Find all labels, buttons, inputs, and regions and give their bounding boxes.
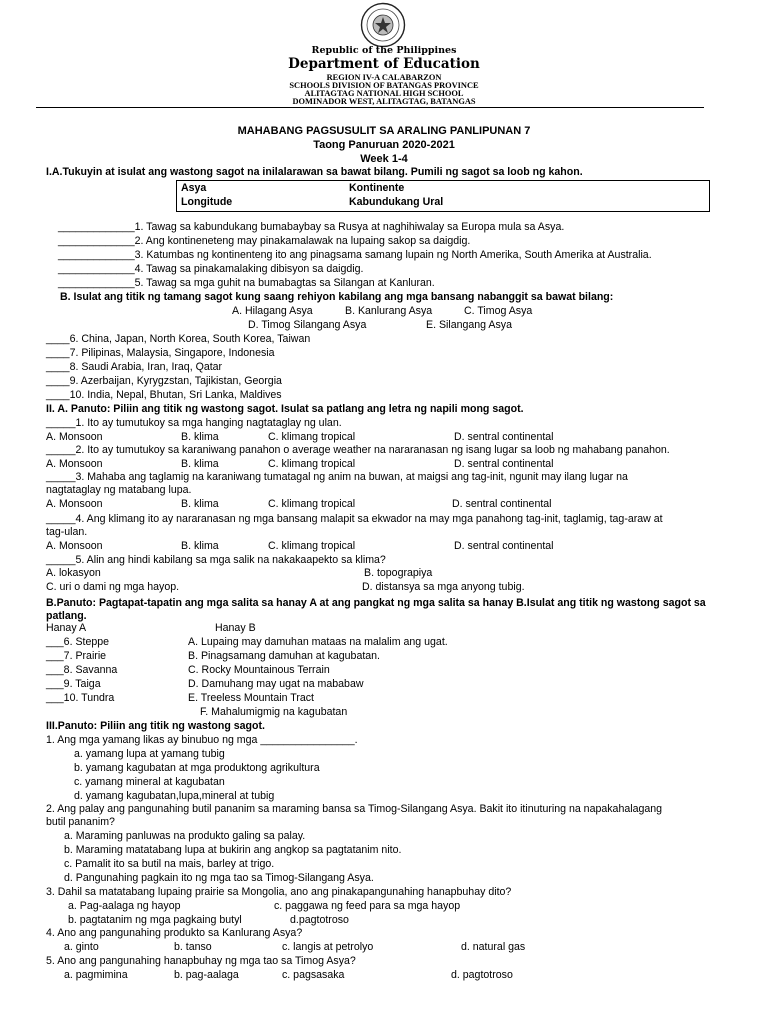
week-label: Week 1-4 (360, 153, 408, 165)
question: _____5. Alin ang hindi kabilang sa mga salik na nakakaapekto sa klima? (46, 554, 386, 566)
option: a. Maraming panluwas na produkto galing sa palay. (64, 830, 306, 842)
part1b-instruction: B. Isulat ang titik ng tamang sagot kung saang rehiyon kabilang ang mga bansang nabanggit sa bawat bilang: (60, 291, 614, 303)
option: b. pagtatanim ng mga pagkaing butyl (68, 914, 242, 926)
list-item: _____________5. Tawag sa mga guhit na bumabagtas sa Silangan at Kanluran. (58, 277, 435, 289)
option: d. pagtotroso (451, 969, 513, 981)
question: 5. Ano ang pangunahing hanapbuhay ng mga tao sa Timog Asya? (46, 955, 356, 967)
option: C. klimang tropical (268, 431, 356, 443)
option: B. klima (181, 498, 219, 510)
match-choice: C. Rocky Mountainous Terrain (188, 664, 330, 676)
box-choice: Longitude (181, 196, 233, 208)
part3-instruction: III.Panuto: Piliin ang titik ng wastong sagot. (46, 720, 265, 732)
match-item: ___9. Taiga (46, 678, 101, 690)
option: B. topograpiya (364, 567, 433, 579)
part2a-instruction: II. A. Panuto: Piliin ang titik ng wastong sagot. Isulat sa patlang ang letra ng napili mong sagot. (46, 403, 524, 415)
republic-line: Republic of the Philippines (311, 45, 457, 56)
question: 2. Ang palay ang pangunahing butil pananim sa maraming bansa sa Timog-Silangang Asya. Bakit ito itinuturing na napakahalagang (46, 803, 663, 815)
box-choice: Asya (181, 182, 207, 194)
option: c. Pamalit ito sa butil na mais, barley at trigo. (64, 858, 275, 870)
list-item: _____________2. Ang kontineneteng may pinakamalawak na lupaing sakop sa daigdig. (58, 235, 471, 247)
question: 3. Dahil sa matatabang lupaing prairie sa Mongolia, ano ang pinakapangunahing hanapbuhay dito? (46, 886, 512, 898)
box-choice: Kontinente (349, 182, 405, 194)
match-choice: B. Pinagsamang damuhan at kagubatan. (188, 650, 381, 662)
option: c. pagsasaka (282, 969, 345, 981)
question: _____2. Ito ay tumutukoy sa karaniwang panahon o average weather na nararanasan ng isang lugar sa loob ng mahabang panahon. (46, 444, 670, 456)
box-choice: Kabundukang Ural (349, 196, 444, 208)
option: A. Monsoon (46, 540, 103, 552)
option: A. Monsoon (46, 458, 103, 470)
hanay-a-heading: Hanay A (46, 622, 87, 634)
option: a. ginto (64, 941, 99, 953)
question-cont: nagtataglay ng matabang lupa. (46, 484, 192, 496)
option: c. langis at petrolyo (282, 941, 374, 953)
match-item: ___6. Steppe (46, 636, 110, 648)
list-item: ____6. China, Japan, North Korea, South Korea, Taiwan (46, 333, 311, 345)
region-choice: A. Hilagang Asya (232, 305, 313, 317)
question: 4. Ano ang pangunahing produkto sa Kanlurang Asya? (46, 927, 303, 939)
question: 1. Ang mga yamang likas ay binubuo ng mga ________________. (46, 734, 358, 746)
list-item: ____10. India, Nepal, Bhutan, Sri Lanka, Maldives (46, 389, 282, 401)
question: _____3. Mahaba ang taglamig na karaniwang tumatagal ng anim na buwan, at maigsi ang tag-init, ngunit may ilang lugar na (46, 471, 628, 483)
school-year: Taong Panuruan 2020-2021 (313, 139, 455, 151)
option: a. pagmimina (64, 969, 128, 981)
option: b. pag-aalaga (174, 969, 239, 981)
list-item: ____9. Azerbaijan, Kyrygzstan, Tajikistan, Georgia (46, 375, 282, 387)
part2b-instruction: B.Panuto: Pagtapat-tapatin ang mga salita sa hanay A at ang pangkat ng mga salita sa hanay B.Isulat ang titik ng wastong sagot sa (46, 597, 706, 609)
option: b. tanso (174, 941, 212, 953)
option: a. Pag-aalaga ng hayop (68, 900, 181, 912)
option: B. klima (181, 540, 219, 552)
option: A. lokasyon (46, 567, 101, 579)
option: A. Monsoon (46, 431, 103, 443)
option: B. klima (181, 458, 219, 470)
question: _____1. Ito ay tumutukoy sa mga hanging nagtataglay ng ulan. (46, 417, 342, 429)
exam-title: MAHABANG PAGSUSULIT SA ARALING PANLIPUNAN 7 (237, 125, 531, 137)
question-cont: tag-ulan. (46, 526, 88, 538)
address-line: DOMINADOR WEST, ALITAGTAG, BATANGAS (292, 97, 476, 106)
option: a. yamang lupa at yamang tubig (74, 748, 225, 760)
match-choice: F. Mahalumigmig na kagubatan (200, 706, 348, 718)
department-line: Department of Education (288, 56, 480, 72)
header-divider (36, 107, 704, 108)
hanay-b-heading: Hanay B (215, 622, 256, 634)
option: b. yamang kagubatan at mga produktong agrikultura (74, 762, 320, 774)
option: D. sentral continental (454, 458, 554, 470)
option: C. uri o dami ng mga hayop. (46, 581, 180, 593)
list-item: _____________4. Tawag sa pinakamalaking dibisyon sa daigdig. (58, 263, 364, 275)
option: D. sentral continental (454, 540, 554, 552)
division-line: SCHOOLS DIVISION OF BATANGAS PROVINCE (289, 81, 479, 90)
region-choice: D. Timog Silangang Asya (248, 319, 367, 331)
region-choice: E. Silangang Asya (426, 319, 512, 331)
option: d.pagtotroso (290, 914, 349, 926)
match-item: ___7. Prairie (46, 650, 107, 662)
list-item: _____________3. Katumbas ng kontinenteng ito ang pinagsama samang lupain ng North Amerika, South Amerika at Australia. (58, 249, 652, 261)
option: D. sentral continental (454, 431, 554, 443)
option: c. paggawa ng feed para sa mga hayop (274, 900, 461, 912)
school-line: ALITAGTAG NATIONAL HIGH SCHOOL (304, 89, 464, 98)
match-choice: A. Lupaing may damuhan mataas na malalim ang ugat. (188, 636, 448, 648)
option: d. yamang kagubatan,lupa,mineral at tubig (74, 790, 275, 802)
option: A. Monsoon (46, 498, 103, 510)
question-cont: butil pananim? (46, 816, 115, 828)
region-choice: C. Timog Asya (464, 305, 533, 317)
option: b. Maraming matatabang lupa at bukirin ang angkop sa pagtatanim nito. (64, 844, 402, 856)
part2b-instruction-cont: patlang. (46, 610, 87, 622)
region-line: REGION IV-A CALABARZON (326, 73, 442, 82)
list-item: _____________1. Tawag sa kabundukang bumabaybay sa Rusya at naghihiwalay sa Europa mula sa Asya. (58, 221, 565, 233)
deped-seal-icon (360, 2, 406, 48)
list-item: ____8. Saudi Arabia, Iran, Iraq, Qatar (46, 361, 223, 373)
match-item: ___8. Savanna (46, 664, 118, 676)
option: D. distansya sa mga anyong tubig. (362, 581, 525, 593)
option: B. klima (181, 431, 219, 443)
match-choice: E. Treeless Mountain Tract (188, 692, 315, 704)
question: _____4. Ang klimang ito ay nararanasan ng mga bansang malapit sa ekwador na may mga panahong tag-init, taglamig, tag-araw at (46, 513, 663, 525)
option: C. klimang tropical (268, 458, 356, 470)
option: d. natural gas (461, 941, 526, 953)
option: c. yamang mineral at kagubatan (74, 776, 225, 788)
option: C. klimang tropical (268, 540, 356, 552)
match-item: ___10. Tundra (46, 692, 115, 704)
list-item: ____7. Pilipinas, Malaysia, Singapore, Indonesia (46, 347, 275, 359)
region-choice: B. Kanlurang Asya (345, 305, 433, 317)
option: C. klimang tropical (268, 498, 356, 510)
part1a-instruction: I.A.Tukuyin at isulat ang wastong sagot na inilalarawan sa bawat bilang. Pumili ng sagot sa loob ng kahon. (46, 166, 583, 178)
option: D. sentral continental (452, 498, 552, 510)
match-choice: D. Damuhang may ugat na mababaw (188, 678, 364, 690)
option: d. Pangunahing pagkain ito ng mga tao sa Timog-Silangang Asya. (64, 872, 374, 884)
answer-box (176, 180, 710, 212)
